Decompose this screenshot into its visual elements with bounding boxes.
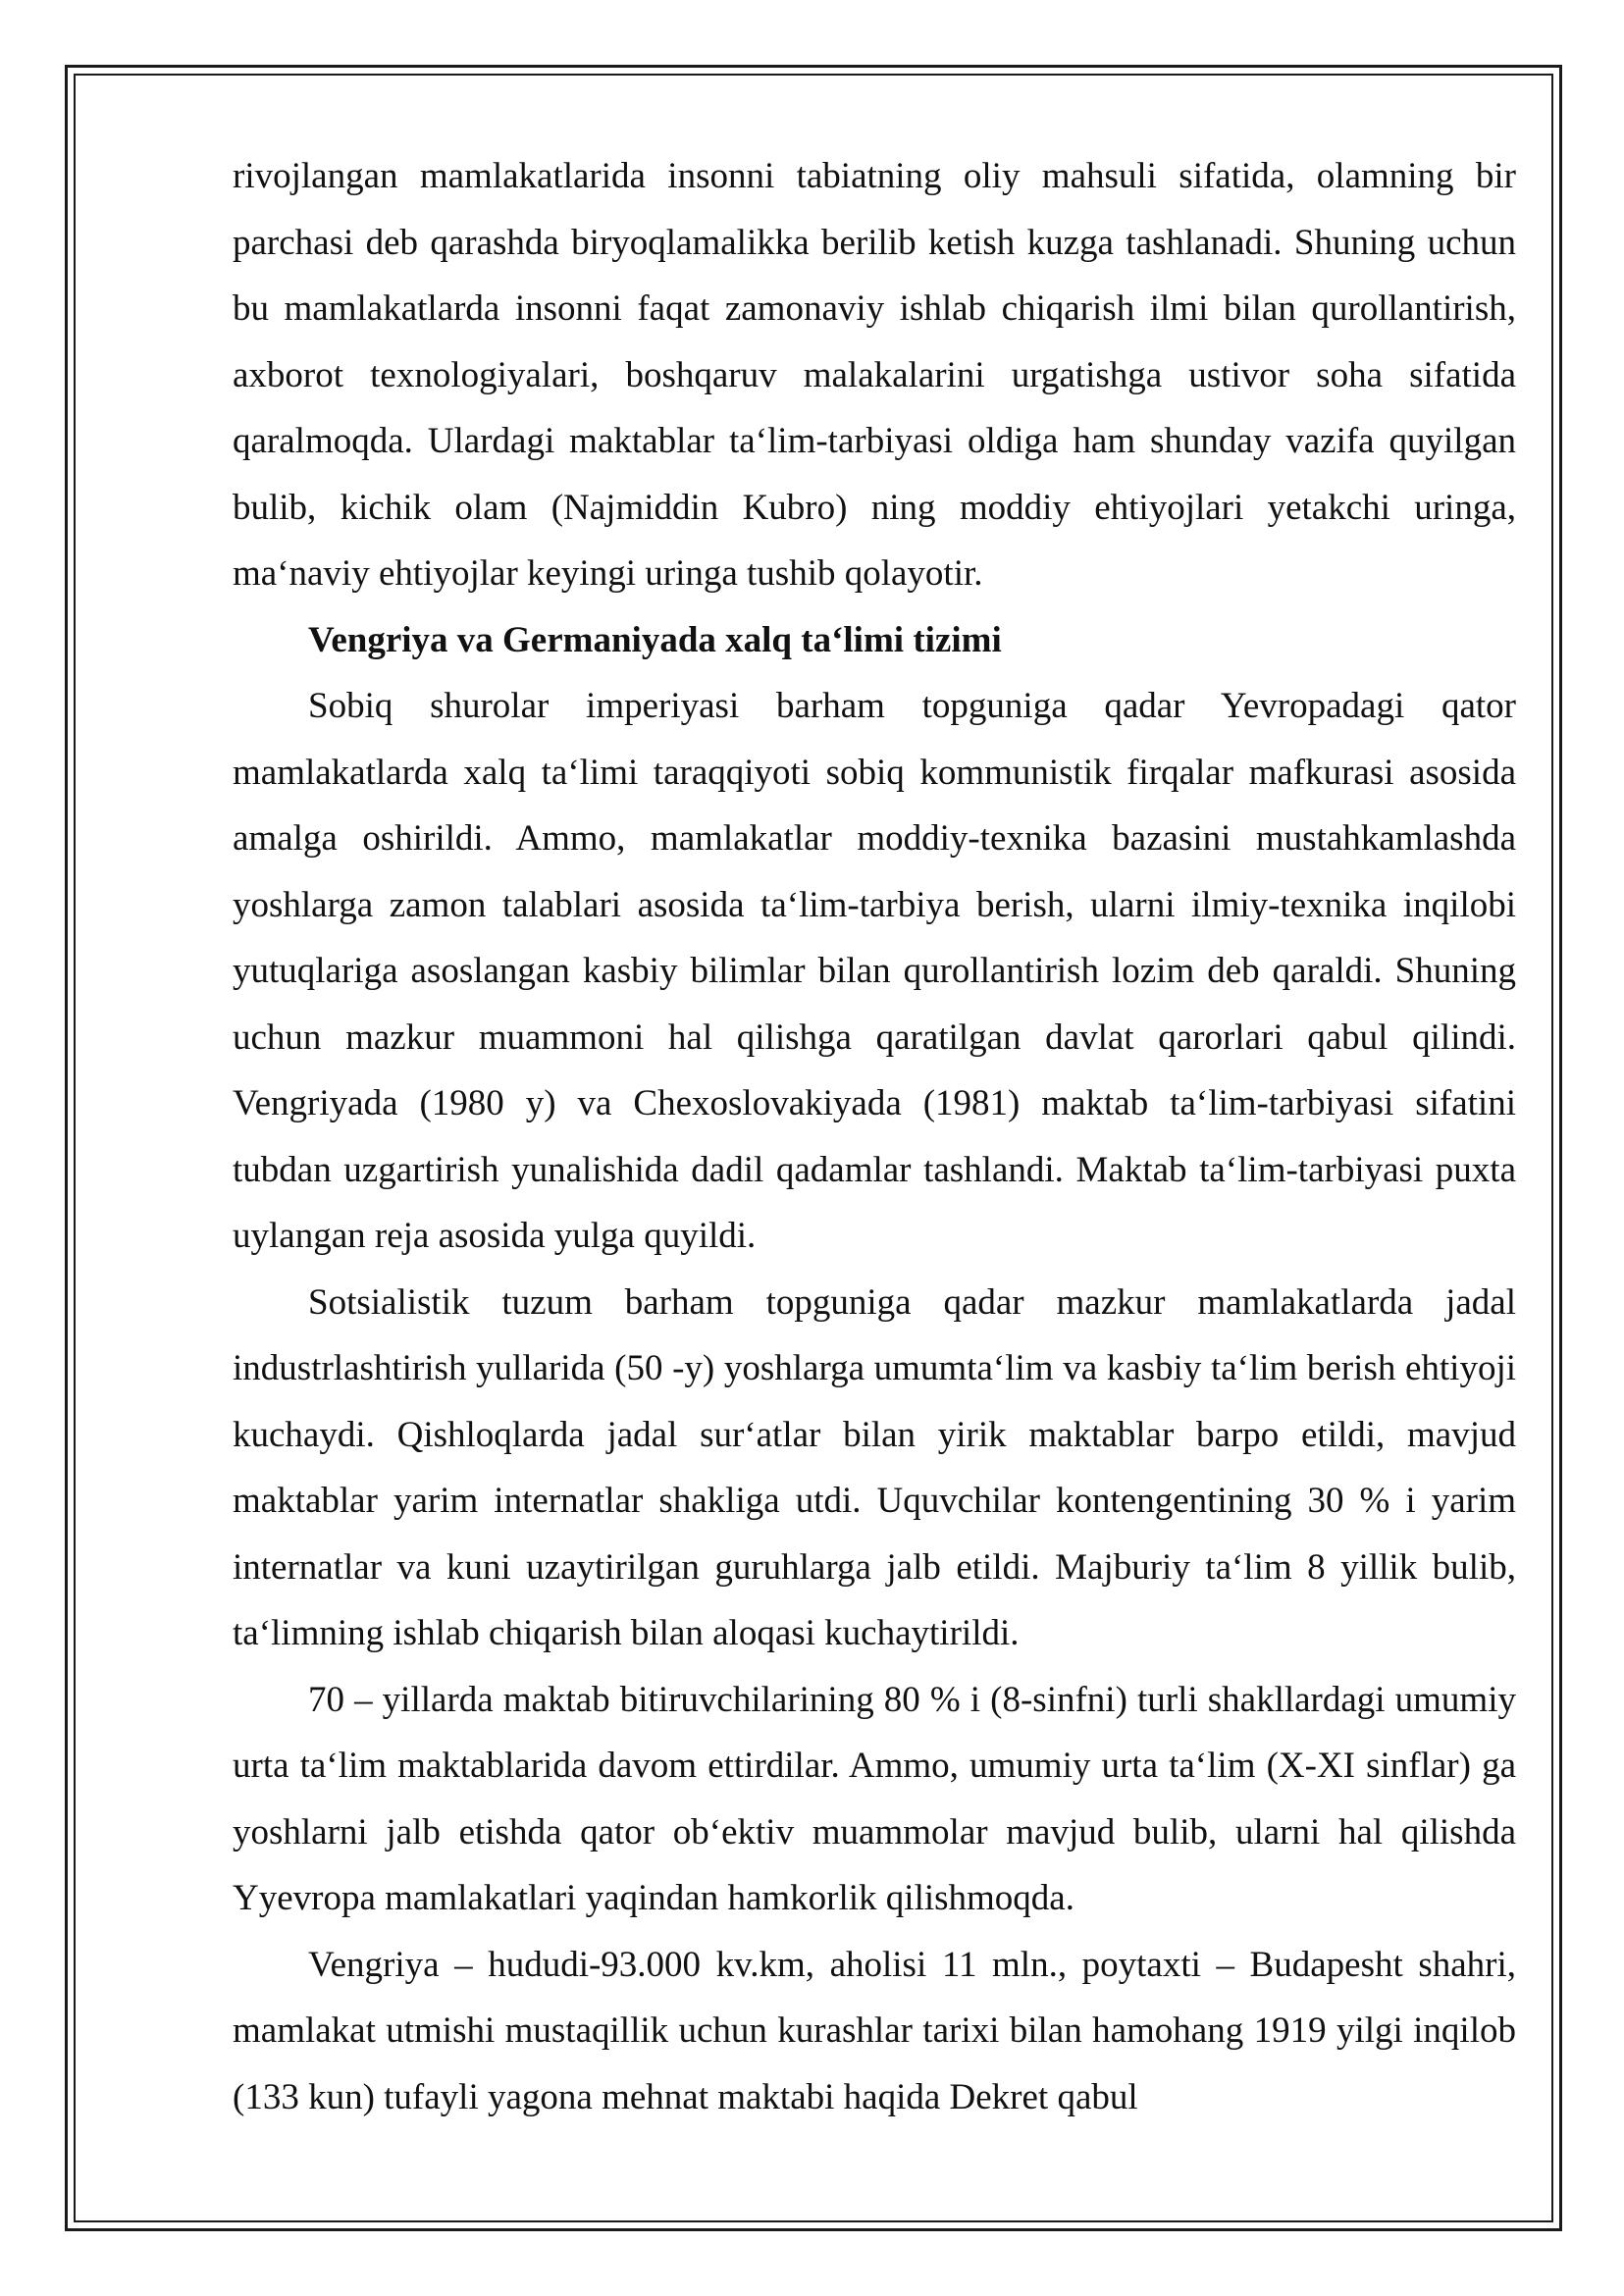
paragraph: Sobiq shurolar imperiyasi barham topguniga qadar Yevropadagi qator mamlakatlarda xalq ta‘limi taraqqiyoti sobiq kommunistik firqalar mafkurasi asosida amalga oshirildi. Ammo, mamlakatlar moddiy-texnika bazasini mustahkamlashda yoshlarga zamon talablari asosida ta‘lim-tarbiya berish, ularni ilmiy-texnika inqilobi yutuqlariga asoslangan kasbiy bilimlar bilan qurollantirish lozim deb qaraldi. Shuning uchun mazkur muammoni hal qilishga qaratilgan davlat qarorlari qabul qilindi. Vengriyada (1980 y) va Chexoslovakiyada (1981) maktab ta‘lim-tarbiyasi sifatini tubdan uzgartirish yunalishida dadil qadamlar tashlandi. Maktab ta‘lim-tarbiyasi puxta uylangan reja asosida yulga quyildi. bbox=[233, 686, 1516, 1256]
paragraph: Vengriya – hududi-93.000 kv.km, aholisi 11 mln., poytaxti – Budapesht shahri, mamlakat utmishi mustaqillik uchun kurashlar tarixi bilan hamohang 1919 yilgi inqilob (133 kun) tufayli yagona mehnat maktabi haqida Dekret qabul bbox=[233, 1944, 1516, 2117]
paragraph-continuation: rivojlangan mamlakatlarida insonni tabiatning oliy mahsuli sifatida, olamning bir parchasi deb qarashda biryoqlamalikka berilib ketish kuzga tashlanadi. Shuning uchun bu mamlakatlarda insonni faqat zamonaviy ishlab chiqarish ilmi bilan qurollantirish, axborot texnologiyalari, boshqaruv malakalarini urgatishga ustivor soha sifatida qaralmoqda. Ulardagi maktablar ta‘lim-tarbiyasi oldiga ham shunday vazifa quyilgan bulib, kichik olam (Najmiddin Kubro) ning moddiy ehtiyojlari yetakchi uringa, ma‘naviy ehtiyojlar keyingi uringa tushib qolayotir. bbox=[233, 156, 1516, 594]
paragraph: 70 – yillarda maktab bitiruvchilarining 80 % i (8-sinfni) turli shakllardagi umumiy urta ta‘lim maktablarida davom ettirdilar. Ammo, umumiy urta ta‘lim (X-XI sinflar) ga yoshlarni jalb etishda qator ob‘ektiv muammolar mavjud bulib, ularni hal qilishda Yyevropa mamlakatlari yaqindan hamkorlik qilishmoqda. bbox=[233, 1679, 1516, 1918]
paragraph: Sotsialistik tuzum barham topguniga qadar mazkur mamlakatlarda jadal industrlashtirish yullarida (50 -y) yoshlarga umumta‘lim va kasbiy ta‘lim berish ehtiyoji kuchaydi. Qishloqlarda jadal sur‘atlar bilan yirik maktablar barpo etildi, mavjud maktablar yarim internatlar shakliga utdi. Uquvchilar kontengentining 30 % i yarim internatlar va kuni uzaytirilgan guruhlarga jalb etildi. Majburiy ta‘lim 8 yillik bulib, ta‘limning ishlab chiqarish bilan aloqasi kuchaytirildi. bbox=[233, 1281, 1516, 1653]
section-heading: Vengriya va Germaniyada xalq ta‘limi tizimi bbox=[308, 619, 1002, 660]
document-body bbox=[233, 143, 1516, 2130]
